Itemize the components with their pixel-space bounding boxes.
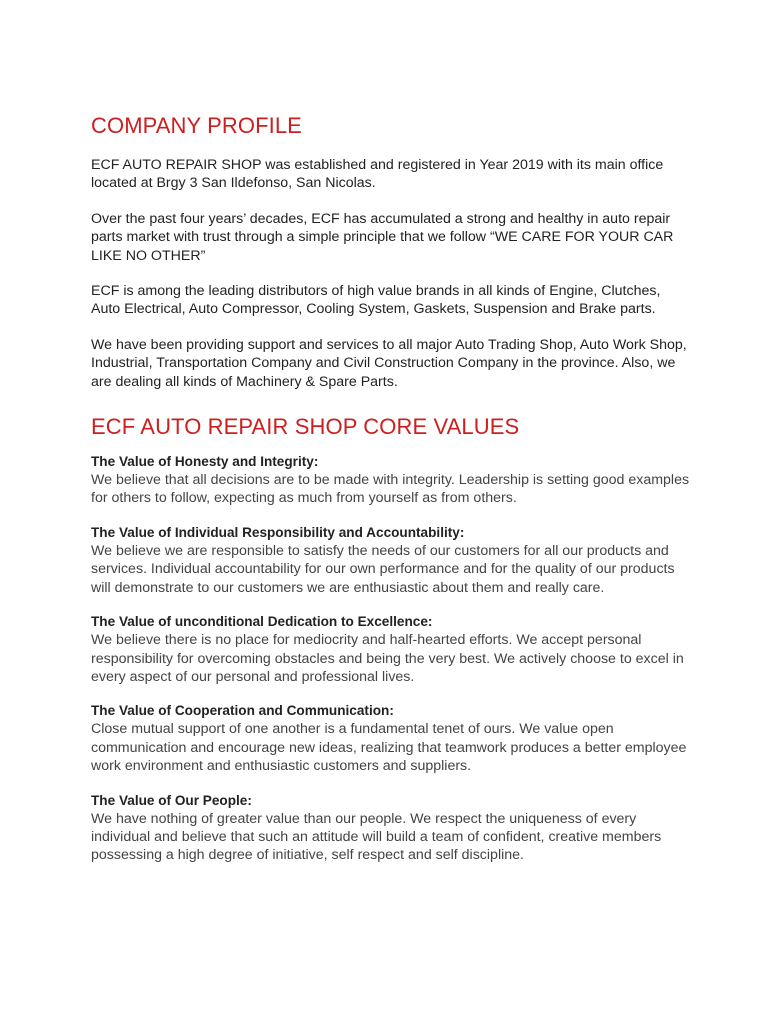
profile-paragraph-4: We have been providing support and services to all major Auto Trading Shop, Auto Work Shop, Industrial, Transportation Company and Civil Construction Company in the province. Also, we are dealing all kinds of Machinery & Spare Parts. xyxy=(91,336,687,390)
core-value-text: We believe that all decisions are to be made with integrity. Leadership is setting good examples for others to follow, expecting as much from yourself as from others. xyxy=(91,472,690,507)
core-value-people xyxy=(91,792,691,865)
core-value-title: The Value of Honesty and Integrity: xyxy=(91,454,319,470)
core-value-title: The Value of Individual Responsibility and Accountability: xyxy=(91,524,465,540)
core-value-honesty xyxy=(91,453,691,508)
core-value-text: We believe we are responsible to satisfy the needs of our customers for all our products and services. Individual accountability for our own performance and for the quality of our products will demonstrate to our customers we are enthusiastic about them and really care. xyxy=(91,542,675,596)
core-value-text: Close mutual support of one another is a fundamental tenet of ours. We value open communication and encourage new ideas, realizing that teamwork produces a better employee work environment and enthusiastic customers and suppliers. xyxy=(91,721,687,775)
core-values-heading: ECF AUTO REPAIR SHOP CORE VALUES xyxy=(91,414,520,440)
core-value-title: The Value of unconditional Dedication to Excellence: xyxy=(91,614,433,630)
profile-paragraph-2: Over the past four years’ decades, ECF has accumulated a strong and healthy in auto repair parts market with trust through a simple principle that we follow “WE CARE FOR YOUR CAR LIKE NO OTHER” xyxy=(91,210,674,264)
core-value-excellence xyxy=(91,613,691,686)
profile-paragraph-1: ECF AUTO REPAIR SHOP was established and registered in Year 2019 with its main office located at Brgy 3 San Ildefonso, San Nicolas. xyxy=(91,157,664,192)
core-value-cooperation xyxy=(91,702,691,775)
document-page xyxy=(91,112,691,881)
core-value-text: We believe there is no place for mediocrity and half-hearted efforts. We accept personal responsibility for overcoming obstacles and being the very best. We actively choose to excel in every aspect of our personal and professional lives. xyxy=(91,632,684,685)
core-value-title: The Value of Our People: xyxy=(91,792,252,808)
core-value-text: We have nothing of greater value than our people. We respect the uniqueness of every individual and believe that such an attitude will build a team of confident, creative members possessing a high degree of initiative, self respect and self discipline. xyxy=(91,810,662,864)
profile-paragraph-3: ECF is among the leading distributors of high value brands in all kinds of Engine, Clutches, Auto Electrical, Auto Compressor, Cooling System, Gaskets, Suspension and Brake parts. xyxy=(91,283,661,318)
company-profile-heading: COMPANY PROFILE xyxy=(91,113,302,138)
core-value-responsibility xyxy=(91,524,691,597)
core-value-title: The Value of Cooperation and Communication: xyxy=(91,703,394,719)
